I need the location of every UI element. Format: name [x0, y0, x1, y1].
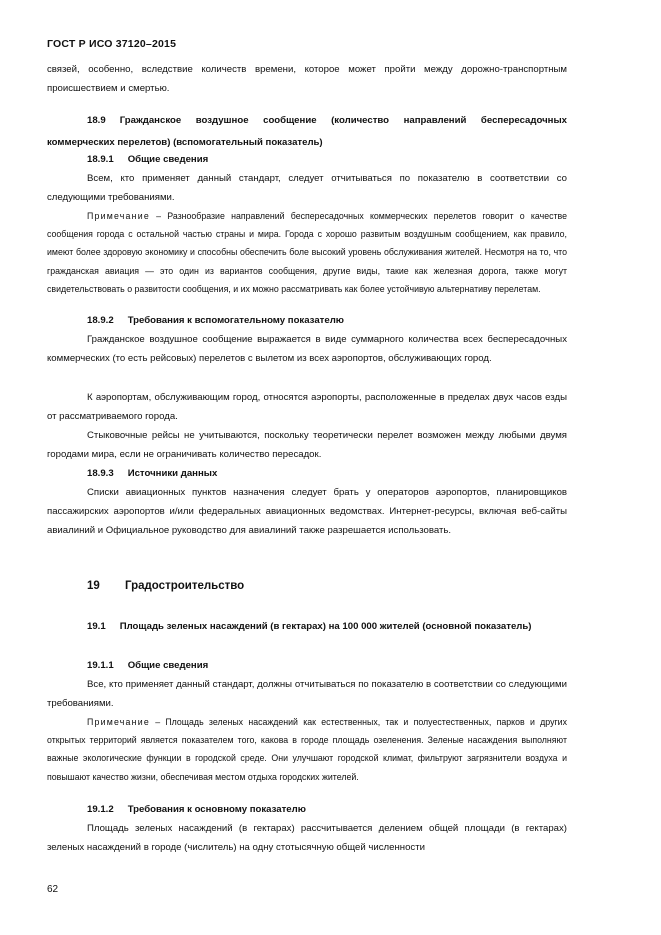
paragraph: Все, кто применяет данный стандарт, должны отчитываться по показателю в соответствии со следующими требованиями.	[47, 679, 567, 709]
subsection-heading-18-9-3: 18.9.3 Источники данных	[87, 468, 218, 479]
section-heading-19: 19 Градостроительство	[87, 580, 245, 592]
subsection-heading-19-1-2: 19.1.2 Требования к основному показателю	[87, 804, 306, 815]
section-number: 18.9	[87, 115, 106, 126]
section-heading-19-1: 19.1 Площадь зеленых насаждений (в гектарах) на 100 000 жителей (основной показатель)	[87, 621, 532, 632]
paragraph: Гражданское воздушное сообщение выражается в виде суммарного количества всех беспересадочных коммерческих (то есть рейсовых) перелетов с вылетом из всех аэропортов, обслуживающих город.	[47, 334, 567, 364]
section-heading-18-9	[47, 110, 567, 154]
note-text: – Площадь зеленых насаждений как естественных, так и полуестественных, парков и других открытых территорий является показателем того, какова в городе площадь озеленения. Зеленые насаждения выполняют важные экологические функции в городской среде. Они улучшают городской климат, фильтруют загрязнители воздуха и повышают качество жизни, обеспечивая местом отдыха городских жителей.	[47, 717, 567, 782]
subsection-heading-18-9-2: 18.9.2 Требования к вспомогательному показателю	[87, 315, 344, 326]
subsection-heading-18-9-1: 18.9.1 Общие сведения	[87, 154, 209, 165]
note-text: – Разнообразие направлений беспересадочных коммерческих перелетов говорит о качестве сообщения города с остальной частью страны и мира. Города с хорошо развитым воздушным сообщением, как правило, имеют более здоровую экономику и способны обеспечить боле высокий уровень обслуживания жителей. Несмотря на то, что гражданская авиация — это один из вариантов сообщения, другие виды, такие как железная дорога, также могут свидетельствовать о развитости сообщения, и их можно рассматривать как более устойчивую альтернативу перелетам.	[47, 211, 567, 294]
note	[47, 207, 567, 298]
section-title: Гражданское воздушное сообщение (количество направлений беспересадочных коммерческих перелетов) (вспомогательный показатель)	[47, 115, 567, 148]
paragraph: Площадь зеленых насаждений (в гектарах) рассчитывается делением общей площади (в гектарах) зеленых насаждений в городе (числитель) на одну стотысячную общей численности	[47, 823, 567, 853]
page-number: 62	[47, 884, 59, 895]
paragraph: Всем, кто применяет данный стандарт, следует отчитываться по показателю в соответствии со следующими требованиями.	[47, 173, 567, 203]
standard-header: ГОСТ Р ИСО 37120–2015	[47, 38, 177, 50]
paragraph: Списки авиационных пунктов назначения следует брать у операторов аэропортов, планировщиков пассажирских аэропортов и/или федеральных авиационных ведомствах. Интернет-ресурсы, включая веб-сайты авиалиний и Официальное руководство для авиалиний также разрешается использовать.	[47, 487, 567, 536]
note-label: Примечание	[87, 717, 150, 727]
paragraph-continued: связей, особенно, вследствие количеств времени, которое может пройти между дорожно-транспортным происшествием и смертью.	[47, 64, 567, 94]
subsection-heading-19-1-1: 19.1.1 Общие сведения	[87, 660, 209, 671]
paragraph: К аэропортам, обслуживающим город, относятся аэропорты, расположенные в пределах двух часов езды от рассматриваемого города.	[47, 392, 567, 422]
note	[47, 713, 567, 786]
paragraph: Стыковочные рейсы не учитываются, поскольку теоретически перелет возможен между любыми двумя городами мира, если не ограничивать количество пересадок.	[47, 430, 567, 460]
note-label: Примечание	[87, 211, 150, 221]
